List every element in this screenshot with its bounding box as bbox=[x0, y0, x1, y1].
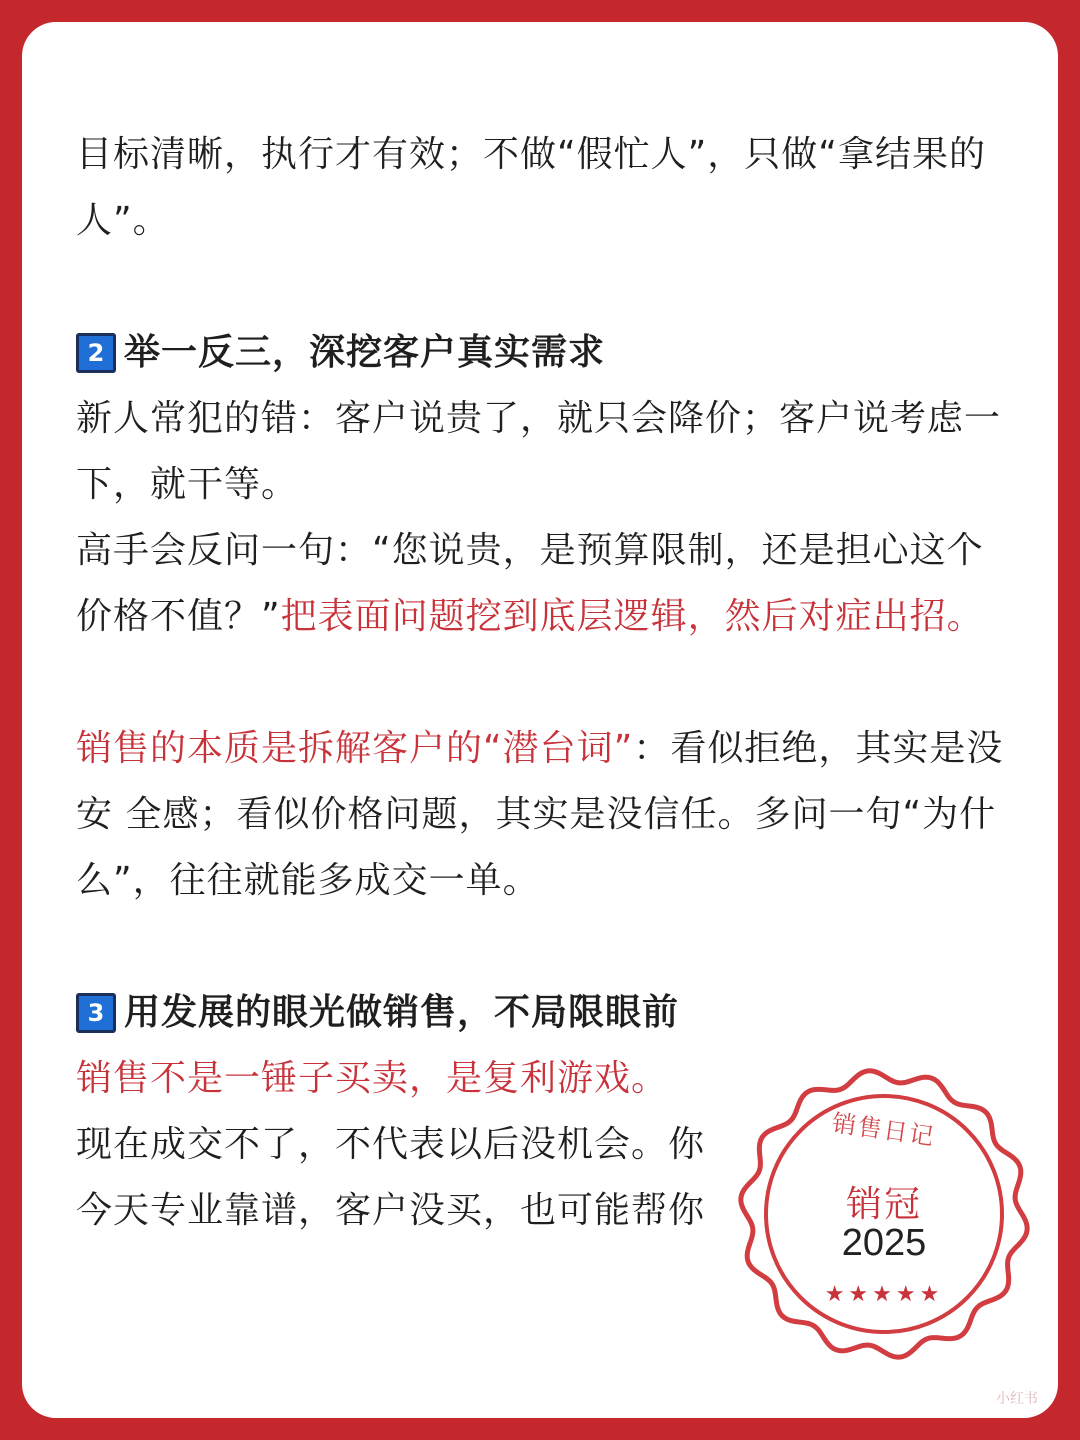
spacer bbox=[76, 914, 1006, 980]
essence-paragraph bbox=[76, 716, 1006, 914]
expert-highlight: 把表面问题挖到底层逻辑，然后对症出招。 bbox=[280, 596, 984, 637]
sales-champion-stamp bbox=[734, 1064, 1034, 1364]
content-card bbox=[22, 22, 1058, 1418]
number-2-icon: 2 bbox=[76, 333, 116, 373]
future-opportunity-paragraph: 现在成交不了，不代表以后没机会。你今天专业靠谱，客户没买，也可能帮你 bbox=[76, 1124, 706, 1231]
intro-paragraph: 目标清晰，执行才有效；不做“假忙人”，只做“拿结果的人”。 bbox=[76, 134, 986, 241]
section-2-title: 举一反三，深挖客户真实需求 bbox=[124, 332, 606, 373]
section-3-heading bbox=[76, 980, 1006, 1046]
stamp-title: 销售日记 bbox=[830, 1108, 938, 1152]
expert-paragraph bbox=[76, 518, 1006, 650]
essence-text: ：看似拒绝，其实是没安 全感；看似价格问题，其实是没信任。多问一句“为什么”，往往就能多成交一单。 bbox=[76, 728, 1004, 901]
stamp-year: 2025 bbox=[841, 1222, 927, 1264]
spacer bbox=[76, 254, 1006, 320]
mistake-paragraph: 新人常犯的错：客户说贵了，就只会降价；客户说考虑一下，就干等。 bbox=[76, 398, 1002, 505]
stamp-main-text: 销冠 bbox=[845, 1184, 922, 1225]
essence-highlight: 销售的本质是拆解客户的“潜台词” bbox=[76, 728, 634, 769]
spacer bbox=[76, 650, 1006, 716]
stamp-stars: ★★★★★ bbox=[824, 1282, 944, 1307]
number-3-icon: 3 bbox=[76, 993, 116, 1033]
compound-game-line: 销售不是一锤子买卖，是复利游戏。 bbox=[76, 1058, 669, 1099]
section-2-heading bbox=[76, 320, 1006, 386]
expert-question: 高手会反问一句：“您说贵，是预算限制，还是担心这个价格不值？” bbox=[76, 530, 984, 637]
section-3-title: 用发展的眼光做销售，不局限眼前 bbox=[124, 992, 680, 1033]
watermark: 小红书 bbox=[996, 1390, 1038, 1406]
